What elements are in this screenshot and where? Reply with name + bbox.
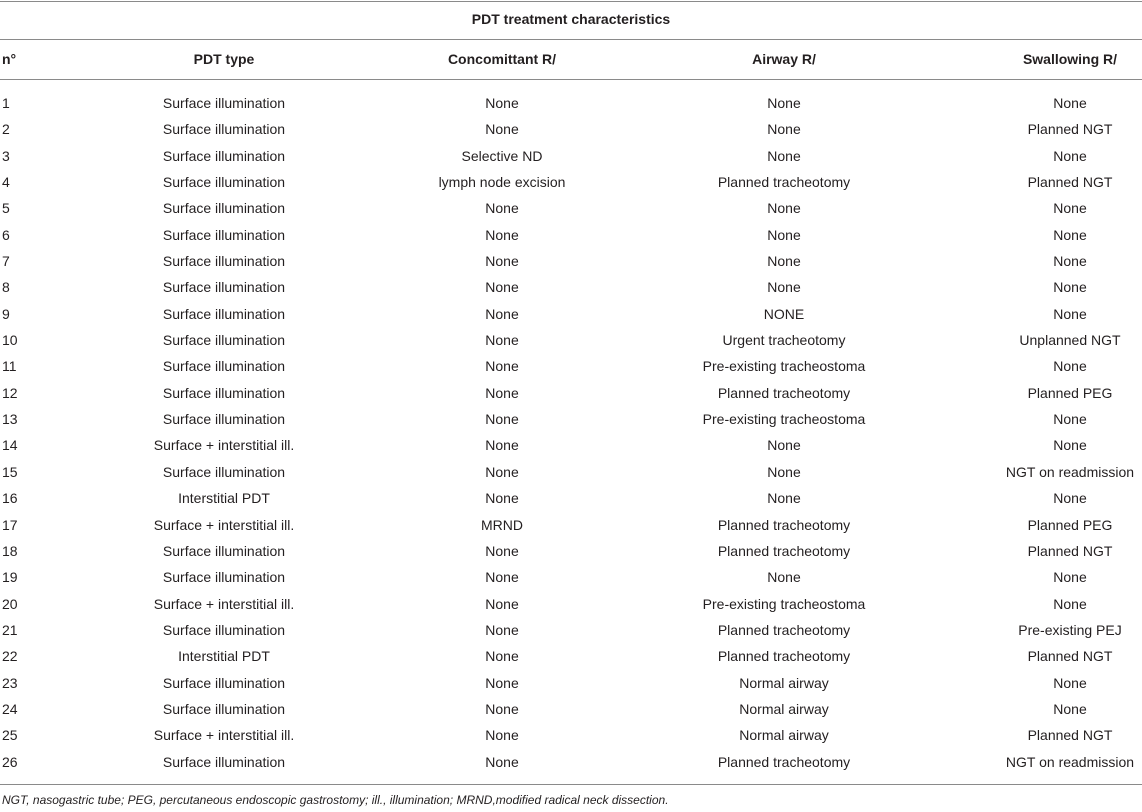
cell-number: 17: [2, 516, 18, 533]
table-row: [0, 276, 1142, 302]
cell-pdt-type: Surface illumination: [162, 569, 286, 586]
table-row: [0, 487, 1142, 513]
table-row: [0, 593, 1142, 619]
table-row: [0, 514, 1142, 540]
cell-airway: None: [767, 95, 801, 111]
cell-pdt-type: Surface illumination: [162, 358, 286, 375]
table-row: [0, 566, 1142, 592]
table-bottom-rule: [0, 784, 1142, 785]
cell-number: 18: [2, 542, 18, 559]
table-row: [0, 145, 1142, 171]
cell-number: 7: [2, 253, 10, 270]
cell-pdt-type: Surface illumination: [162, 279, 286, 296]
cell-airway: None: [767, 226, 801, 243]
cell-airway: None: [767, 121, 801, 138]
cell-airway: None: [767, 490, 801, 507]
cell-number: 15: [2, 463, 18, 480]
cell-pdt-type: Surface illumination: [162, 332, 286, 349]
cell-swallowing: Planned PEG: [1027, 516, 1113, 533]
cell-swallowing: Unplanned NGT: [1019, 332, 1121, 349]
cell-pdt-type: Surface illumination: [162, 463, 286, 480]
cell-concomitant: None: [485, 700, 519, 717]
cell-swallowing: Planned NGT: [1027, 727, 1113, 744]
cell-concomitant: None: [485, 542, 519, 559]
cell-swallowing: None: [1053, 411, 1087, 428]
cell-concomitant: None: [485, 358, 519, 375]
cell-swallowing: None: [1053, 490, 1087, 507]
cell-concomitant: None: [485, 226, 519, 243]
cell-pdt-type: Surface illumination: [162, 147, 286, 164]
cell-airway: None: [767, 147, 801, 164]
cell-swallowing: None: [1053, 305, 1087, 322]
cell-swallowing: None: [1053, 253, 1087, 270]
cell-swallowing: Planned NGT: [1027, 121, 1113, 138]
table-body: [0, 92, 1142, 777]
table-row: [0, 698, 1142, 724]
cell-number: 10: [2, 332, 18, 349]
cell-number: 23: [2, 674, 18, 691]
cell-airway: Pre-existing tracheostoma: [702, 358, 866, 375]
cell-concomitant: None: [485, 490, 519, 507]
table-row: [0, 224, 1142, 250]
cell-pdt-type: Surface illumination: [162, 621, 286, 638]
cell-airway: Planned tracheotomy: [717, 753, 851, 770]
cell-pdt-type: Surface illumination: [162, 305, 286, 322]
cell-pdt-type: Surface + interstitial ill.: [153, 516, 295, 533]
table-row: [0, 382, 1142, 408]
cell-pdt-type: Surface illumination: [162, 253, 286, 270]
cell-number: 26: [2, 753, 18, 770]
table-row: [0, 303, 1142, 329]
header-airway: Airway R/: [752, 51, 816, 67]
cell-airway: Pre-existing tracheostoma: [702, 595, 866, 612]
cell-swallowing: Planned NGT: [1027, 542, 1113, 559]
cell-airway: Planned tracheotomy: [717, 542, 851, 559]
cell-concomitant: None: [485, 305, 519, 322]
table-row: [0, 197, 1142, 223]
cell-concomitant: None: [485, 437, 519, 454]
cell-pdt-type: Surface + interstitial ill.: [153, 727, 295, 744]
cell-swallowing: None: [1053, 700, 1087, 717]
cell-number: 16: [2, 490, 18, 507]
cell-airway: None: [767, 200, 801, 217]
cell-number: 13: [2, 411, 18, 428]
cell-number: 12: [2, 384, 18, 401]
cell-airway: Urgent tracheotomy: [722, 332, 846, 349]
cell-pdt-type: Surface illumination: [162, 121, 286, 138]
cell-pdt-type: Surface illumination: [162, 95, 286, 111]
cell-number: 24: [2, 700, 18, 717]
cell-concomitant: None: [485, 332, 519, 349]
table-row: [0, 645, 1142, 671]
header-divider-rule: [0, 79, 1142, 80]
cell-pdt-type: Surface illumination: [162, 384, 286, 401]
header-number: n°: [2, 51, 17, 67]
cell-airway: Planned tracheotomy: [717, 648, 851, 665]
table-row: [0, 171, 1142, 197]
cell-concomitant: lymph node excision: [438, 174, 566, 191]
cell-airway: NONE: [763, 305, 805, 322]
title-divider-rule: [0, 39, 1142, 40]
cell-number: 1: [2, 95, 10, 111]
cell-swallowing: NGT on readmission: [1005, 753, 1135, 770]
cell-concomitant: None: [485, 279, 519, 296]
header-swallowing: Swallowing R/: [1022, 51, 1118, 67]
cell-pdt-type: Interstitial PDT: [178, 648, 270, 665]
header-pdt-type: PDT type: [193, 51, 255, 67]
cell-pdt-type: Surface illumination: [162, 174, 286, 191]
cell-swallowing: NGT on readmission: [1005, 463, 1135, 480]
cell-swallowing: None: [1053, 279, 1087, 296]
cell-airway: Planned tracheotomy: [717, 174, 851, 191]
cell-number: 25: [2, 727, 18, 744]
cell-airway: None: [767, 569, 801, 586]
cell-number: 19: [2, 569, 18, 586]
cell-concomitant: None: [485, 384, 519, 401]
cell-airway: Normal airway: [739, 674, 829, 691]
cell-swallowing: None: [1053, 200, 1087, 217]
cell-concomitant: None: [485, 621, 519, 638]
cell-number: 3: [2, 147, 10, 164]
table-header-row: [0, 48, 1142, 70]
table-row: [0, 619, 1142, 645]
cell-concomitant: None: [485, 674, 519, 691]
cell-number: 6: [2, 226, 10, 243]
table-row: [0, 118, 1142, 144]
cell-number: 9: [2, 305, 10, 322]
cell-concomitant: None: [485, 595, 519, 612]
cell-pdt-type: Surface illumination: [162, 700, 286, 717]
cell-swallowing: None: [1053, 569, 1087, 586]
table-row: [0, 434, 1142, 460]
cell-airway: None: [767, 279, 801, 296]
cell-number: 21: [2, 621, 18, 638]
cell-number: 14: [2, 437, 18, 454]
cell-concomitant: MRND: [481, 516, 523, 533]
table-row: [0, 92, 1142, 118]
cell-concomitant: None: [485, 411, 519, 428]
cell-airway: Planned tracheotomy: [717, 621, 851, 638]
table-row: [0, 751, 1142, 777]
cell-swallowing: None: [1053, 95, 1087, 111]
cell-airway: Normal airway: [739, 727, 829, 744]
cell-number: 4: [2, 174, 10, 191]
cell-concomitant: None: [485, 95, 519, 111]
cell-number: 8: [2, 279, 10, 296]
cell-airway: Planned tracheotomy: [717, 384, 851, 401]
table-row: [0, 329, 1142, 355]
cell-pdt-type: Surface illumination: [162, 542, 286, 559]
cell-concomitant: None: [485, 648, 519, 665]
cell-number: 11: [2, 358, 17, 375]
cell-pdt-type: Surface illumination: [162, 674, 286, 691]
cell-airway: Pre-existing tracheostoma: [702, 411, 866, 428]
cell-swallowing: None: [1053, 358, 1087, 375]
table-row: [0, 461, 1142, 487]
cell-concomitant: None: [485, 463, 519, 480]
cell-concomitant: None: [485, 253, 519, 270]
cell-pdt-type: Surface illumination: [162, 411, 286, 428]
cell-airway: Planned tracheotomy: [717, 516, 851, 533]
cell-number: 2: [2, 121, 10, 138]
cell-pdt-type: Surface illumination: [162, 753, 286, 770]
table-top-rule: [0, 1, 1142, 2]
cell-concomitant: None: [485, 121, 519, 138]
cell-airway: None: [767, 437, 801, 454]
cell-pdt-type: Surface + interstitial ill.: [153, 595, 295, 612]
cell-swallowing: None: [1053, 147, 1087, 164]
cell-number: 22: [2, 648, 18, 665]
cell-swallowing: None: [1053, 595, 1087, 612]
cell-number: 20: [2, 595, 18, 612]
table-row: [0, 355, 1142, 381]
cell-concomitant: None: [485, 753, 519, 770]
cell-airway: None: [767, 253, 801, 270]
table-row: [0, 250, 1142, 276]
table-row: [0, 724, 1142, 750]
cell-swallowing: Planned PEG: [1027, 384, 1113, 401]
cell-concomitant: None: [485, 569, 519, 586]
table-footnote: NGT, nasogastric tube; PEG, percutaneous endoscopic gastrostomy; ill., illumination; MRND,modified radical neck dissection.: [2, 793, 669, 807]
cell-concomitant: None: [485, 200, 519, 217]
cell-swallowing: Planned NGT: [1027, 174, 1113, 191]
cell-swallowing: None: [1053, 226, 1087, 243]
cell-swallowing: None: [1053, 437, 1087, 454]
cell-pdt-type: Surface illumination: [162, 200, 286, 217]
cell-swallowing: Pre-existing PEJ: [1018, 621, 1122, 638]
header-concomitant: Concomittant R/: [447, 51, 557, 67]
table-row: [0, 408, 1142, 434]
cell-concomitant: Selective ND: [461, 147, 543, 164]
cell-airway: Normal airway: [739, 700, 829, 717]
table-title: PDT treatment characteristics: [471, 11, 671, 27]
cell-concomitant: None: [485, 727, 519, 744]
cell-airway: None: [767, 463, 801, 480]
cell-pdt-type: Surface illumination: [162, 226, 286, 243]
cell-number: 5: [2, 200, 10, 217]
cell-swallowing: None: [1053, 674, 1087, 691]
table-row: [0, 540, 1142, 566]
cell-pdt-type: Interstitial PDT: [178, 490, 270, 507]
cell-pdt-type: Surface + interstitial ill.: [153, 437, 295, 454]
table-row: [0, 672, 1142, 698]
cell-swallowing: Planned NGT: [1027, 648, 1113, 665]
